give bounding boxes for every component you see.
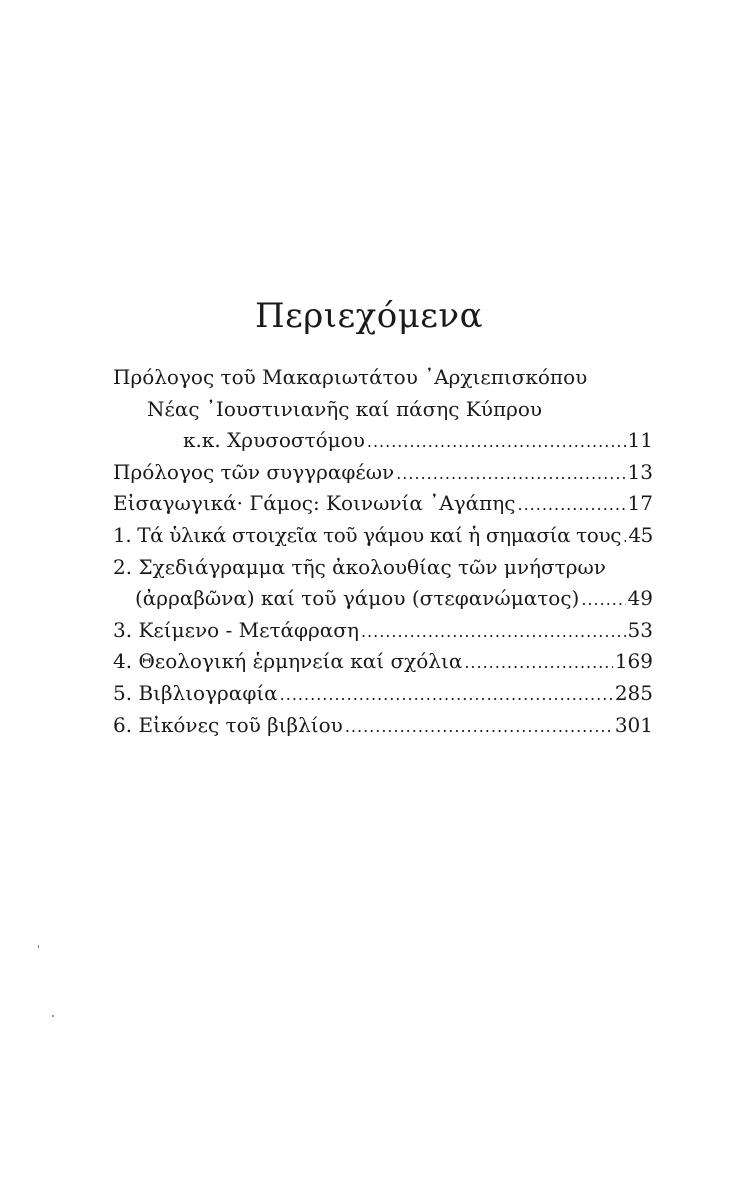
toc-entry-text: Πρόλογος τοῦ Μακαριωτάτου ᾽Αρχιεπισκόπου [113, 365, 588, 389]
page-number: 53 [627, 617, 653, 642]
page-number: 301 [614, 712, 653, 737]
toc-entry-text: 4. Θεολογική ἑρμηνεία καί σχόλια [113, 649, 463, 674]
toc-entry-line [113, 552, 653, 584]
table-of-contents [113, 362, 653, 741]
toc-entry [113, 457, 653, 489]
toc-entry-text: Πρόλογος τῶν συγγραφέων [113, 459, 395, 484]
dot-leader [361, 616, 626, 648]
toc-entry-line [113, 394, 653, 426]
page-number: 11 [627, 428, 653, 453]
page-number: 13 [627, 459, 653, 484]
toc-entry-text: 3. Κείμενο - Μετάφραση [113, 617, 359, 642]
toc-entry-text: 5. Βιβλιογραφία [113, 680, 278, 705]
dot-leader [367, 426, 626, 458]
toc-entry [113, 615, 653, 647]
page-title: Περιεχόμενα [254, 296, 484, 336]
toc-entry [113, 710, 653, 742]
toc-entry-text: Νέας ᾽Ιουστινιανῆς καί πάσης Κύπρου [147, 396, 543, 421]
toc-entry-line [113, 362, 653, 394]
dot-leader [396, 458, 625, 490]
page-number: 169 [614, 649, 653, 674]
scan-speck [52, 1015, 54, 1017]
toc-entry-text: 2. Σχεδιάγραμμα τῆς ἀκολουθίας τῶν μνήστρων [113, 554, 606, 579]
toc-entry [113, 520, 653, 552]
toc-entry-text: 6. Εἰκόνες τοῦ βιβλίου [113, 712, 343, 737]
toc-entry-text: κ.κ. Χρυσοστόμου [183, 428, 365, 453]
page-number: 49 [627, 586, 653, 611]
page-number: 17 [627, 491, 653, 516]
dot-leader [581, 584, 625, 616]
dot-leader [464, 647, 612, 679]
page-number: 45 [628, 522, 653, 547]
page-number: 285 [614, 680, 653, 705]
toc-entry [113, 678, 653, 710]
dot-leader [623, 521, 626, 553]
dot-leader [280, 679, 613, 711]
toc-entry [113, 488, 653, 520]
toc-entry [113, 646, 653, 678]
scan-speck [38, 945, 39, 948]
toc-entry-text: Εἰσαγωγικά· Γάμος: Κοινωνία ᾽Αγάπης [113, 491, 516, 516]
toc-entry [113, 583, 653, 615]
toc-entry [113, 425, 653, 457]
toc-entry-text: (ἀρραβῶνα) καί τοῦ γάμου (στεφανώματος) [135, 586, 580, 611]
dot-leader [345, 711, 613, 743]
dot-leader [517, 489, 625, 521]
toc-entry-text: 1. Τά ὑλικά στοιχεῖα τοῦ γάμου καί ἡ σημασία τους [113, 522, 622, 547]
